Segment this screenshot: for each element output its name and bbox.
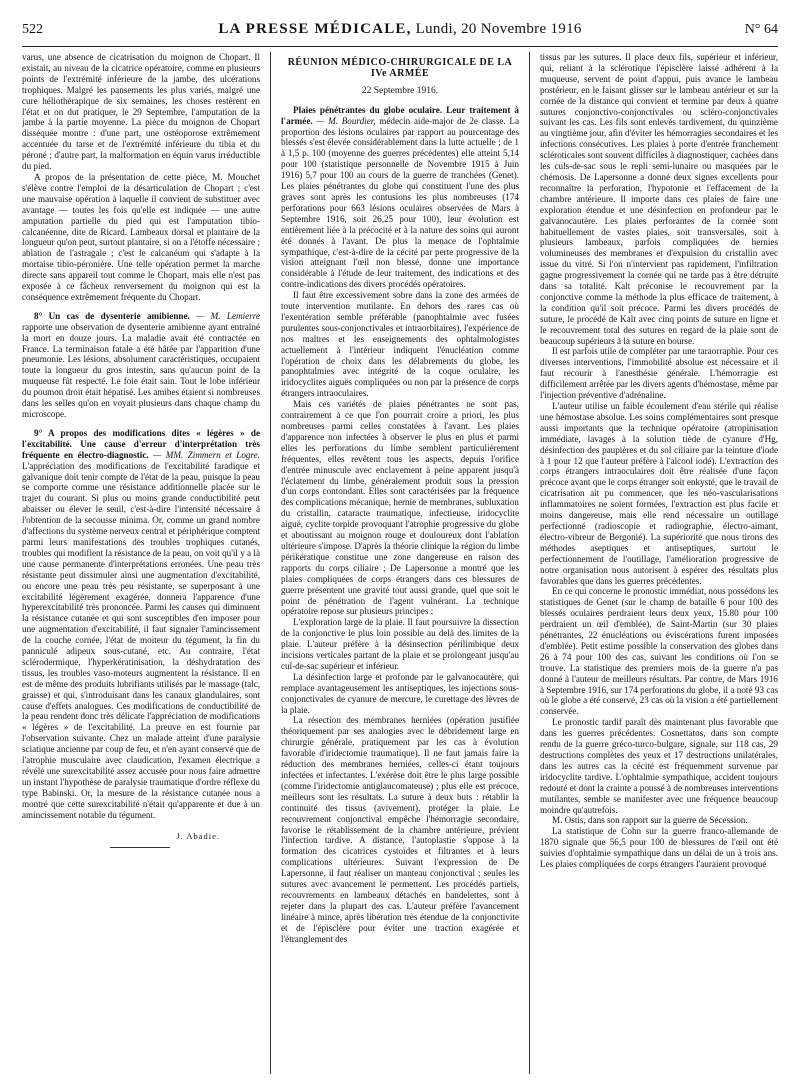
- article-text: L'appréciation des modifications de l'excitabilité faradique et galvanique doit tenir compte de l'état de la peau, puisque la peau se comporte comme une résistance additionnelle placée sur le trajet du courant. Si plus ou moins grande conductibilité peut abaisser ou élever le seuil, c'est-à-dire l'intensité nécessaire à l'obtention de la secousse minima. Or, comme un grand nombre d'affections du système nerveux central et périphérique comptent parmi leurs manifestations des troubles trophiques cutanés, troubles qui modifient la résistance de la peau, on voit qu'il y a là une cause permanente d'interprétations erronées. Une peau très résistante peut dissimuler ainsi une augmentation d'excitabilité, ou encore une peau très peu résistante, se superposant à une excitabilité légèrement exagérée, donnera l'apparence d'une hyperexcitabilité très prononcée. Parmi les causes qui diminuent la résistance cutanée et qui sont susceptibles d'en imposer pour une augmentation d'excitabilité, il faut signaler l'amincissement de la couche cornée, l'état de moiteur du tégument, la fin du panniculé adipeux sous-cutané, etc. Au contraire, l'état sclérodermique, l'hyperkératinisation, la déshydratation des tissus, les troubles vaso-moteurs augmentent la résistance. Il en est de même des produits lubrifiants utilisés par le massage (talc, graisse) et qui, s'introduisant dans les canaux glandulaires, sont cause d'effets analogues. Ces modifications de conductibilité de la peau rendent donc très délicate l'appréciation de modifications « légères » de l'excitabilité. La preuve en est fournie par l'observation suivante. Chez un malade atteint d'une paralysie sciatique ancienne par coup de feu, et n'en ayant conservé que de l'atrophie musculaire avec claudication, l'examen électrique a révélé une surexcitabilité assez accusée pour nous faire admettre un instant l'hypothèse de paralysie traumatique d'ordre réflexe du type Babinski. Or, la mesure de la résistance cutanée nous a montré que cette surexcitabilité n'était qu'apparente et due à un amincissement notable du tégument.: [22, 460, 260, 820]
- article-9: [22, 428, 260, 821]
- column-right: [540, 52, 778, 1074]
- paragraph: M. Ostis, dans son rapport sur la guerre de Sécession.: [552, 815, 748, 826]
- paragraph: L'exploration large de la plaie. Il faut poursuivre la dissection de la conjonctive le plus loin possible au delà des limites de la plaie. L'auteur préfère à la désinsection périlimbique deux incisions verticales partant de la plaie et se prolongeant jusqu'au cul-de-sac supérieur et inférieur.: [281, 617, 519, 671]
- section-heading: RÉUNION MÉDICO-CHIRURGICALE DE LA IVe ARMÉE: [287, 57, 513, 79]
- paragraph: tissus par les sutures. Il place deux fils, supérieur et inférieur, qui, reliant à la sclérotique l'épisclère laissé adhérent à la muqueuse, servent de point d'appui, puis avance le lambeau postérieur, en le faisant glisser sur le lambeau antérieur et sur la cornée de la distance qui convient et termine par deux à quatre sutures conjonctivo-conjonctivales ou scléro-conjonctivales suivant les cas. Les fils sont enlevés tardivement, du quinzième au vingtième jour, afin d'éviter les hémorragies secondaires et les infections consécutives. Les plaies à porte d'entrée franchement scléroticales sont souvent difficiles à diagnostiquer, cachées dans les culs-de-sac sous le repli semi-lunaire ou masquées par le chémosis. De Lapersonne a donné deux signes excellents pour reconnaître la perforation, l'hypotonie et l'effacement de la chambre antérieure. Il importe dans ces plaies de faire une exploration étendue et une désinfection en profondeur par le galvanocautère. Les plaies perforantes de la cornée sont habituellement de vastes plaies, soit transversales, soit à plusieurs lambeaux, parfois compliquées de hernies volumineuses des membranes et d'expulsion du cristallin avec issue du vitré. Si l'on n'intervient pas rapidement, l'infiltration gagne progressivement la cornée qui ne tarde pas à être détruite dans sa totalité. Kalt préconise le recouvrement par la conjonctive comme la méthode la plus efficace de traitement, à la condition qu'il soit précoce. Parmi les divers procédés de suture, le procédé de Kalt avec cinq points de suture en ligne et le recouvrement total des sutures en regard de la plaie sont de beaucoup supérieurs à la suture en bourse.: [540, 52, 778, 346]
- column-left: [22, 52, 260, 1074]
- journal-title: [22, 21, 778, 38]
- page-header: [22, 20, 778, 47]
- article-title: 9° A propos des modifications dites « légères » de l'excitabilité. Une cause d'erreur d'interprétation très fréquente en électro-diagnostic.: [22, 427, 260, 460]
- paragraph: Il est parfois utile de compléter par une taraorraphie. Pour ces diverses interventions, l'immobilité absolue est nécessaire et il faut recourir à l'anesthésie générale. L'hémorragie est difficilement arrêtée par les divers agents d'hémostase, même par l'injection préventive d'adrénaline.: [540, 346, 778, 401]
- section-rule: [110, 847, 170, 848]
- journal-name: LA PRESSE MÉDICALE,: [218, 21, 412, 37]
- paragraph: La désinfection large et profonde par le galvanocautère, qui remplace avantageusement les antiseptiques, les injections sous-conjonctivales de cyanure de mercure, le curettage des lèvres de la plaie.: [281, 671, 519, 715]
- signature: J. Abadie.: [176, 830, 220, 841]
- paragraph: varus, une absence de cicatrisation du moignon de Chopart. Il existait, au niveau de la cicatrice opératoire, comme en plusieurs points de l'extrémité inférieure de la jambe, des ulcérations trophiques. Malgré les pansements les plus variés, malgré une cure héliothérapique de six semaines, les choses restèrent en l'état et on dut pratiquer, le 29 Septembre, l'amputation de la jambe à la partie moyenne. La pièce du moignon de Chopart disséquée montre : d'une part, une ostéoporose extrêmement accentuée du tarse et de l'extrémité inférieure du tibia et du péroné ; d'autre part, la malformation en équin varus irréductible du pied.: [22, 52, 260, 172]
- paragraph: Il faut être excessivement sobre dans la zone des armées de toute intervention mutilante. En dehors des rares cas où l'exentération semble préférable (panophtalmie avec fusées purulentes sous-conjonctivales et intraorbitaires), l'expérience de nos maîtres et les enseignements des ophtalmologistes actuellement à l'intérieur indiquent l'énucléation comme l'opération de choix dans les délabrements du globe, les panophtalmies avec intégrité de la coque oculaire, les iridocyclites aiguës compliquées ou non par la présence de corps étrangers intraoculaires.: [281, 290, 519, 399]
- journal-date: Lundi, 20 Novembre 1916: [415, 21, 582, 37]
- paragraph: A propos de la présentation de cette pièce, M. Mouchet s'élève contre l'emploi de la désarticulation de Chopart ; c'est une mauvaise opération à laquelle il convient de substituer avec avantage — toutes les fois qu'elle est indiquée — une autre amputation partielle du pied qui est l'amputation tibio-calcanéenne, dite de Ricard. Lambeaux dorsal et plantaire de la longueur qu'on peut, surtout plantaire, si on a l'étoffe nécessaire ; ablation de l'astragale ; c'est le calcanéum qui s'adapte à la mortaise tibio-péronière. Une telle opération permet la marche directe sans appareil tout comme le Chopart, mais elle n'est pas exposée à ce fâcheux renversement du moignon qui est la conséquence extrêmement fréquente du Chopart.: [22, 171, 260, 302]
- article-author: — MM. Zimmern et Logre.: [153, 449, 260, 460]
- paragraph: Le pronostic tardif paraît dès maintenant plus favorable que dans les guerres précédentes. Cosnettatos, dans son compte rendu de la guerre gréco-turco-bulgare, signale, sur 118 cas, 29 destructions complètes des yeux et 17 destructions unilatérales, dans les autres cas la cécité est fréquemment survenue par iridocyclite tardive. L'ophtalmie sympathique, accident toujours redouté et dont la crainte a poussé à de nombreuses interventions mutilantes, semble se manifester avec une fréquence beaucoup moindre qu'autrefois.: [540, 717, 778, 815]
- column-divider: [529, 52, 530, 1074]
- paragraph: Mais ces variétés de plaies pénétrantes ne sont pas, contrairement à ce que l'on pourrait croire a priori, les plus nombreuses parmi celles constatées à l'avant. Les plaies d'apparence non infectées à observer le plus en plus et parmi elles les perforations du limbe semblent particulièrement fréquentes, elles revêtent tous les aspects, depuis l'orifice d'entrée minuscule avec enclavement à peine apparent jusqu'à l'éclatement du limbe, généralement produit sous la pression d'un corps contondant. Elles sont caractérisées par la fréquence des complications mécanique, hernie de membranes, subluxation du cristallin, cataracte traumatique, infectieuse, iridocyclite aiguë, cyclite torpide provoquant l'atrophie progressive du globe et aboutissant au moignon rouge et douloureux dont l'ablation ultérieure s'impose. D'après la théorie clinique la région du limbe périkératique constitue une zone dangereuse en raison des rapports du corps ciliaire ; De Lapersonne a montré que les plaies compliquées de corps étrangers dans ces blessures de guerre présentent une gravité tout aussi grande, quel que soit le point de pénétration de l'agent vulnérant. La technique opératoire repose sur plusieurs principes :: [281, 399, 519, 617]
- paragraph: L'auteur utilise un faible écoulement d'eau stérile qui réalise une hémostase absolue. Les soins complémentaires sont presque aussi importants que la technique opératoire (atropinisation immédiate, lavages à la solution tiède de cyanure d'Hg, désinfection des paupières et du sol ciliaire par la teinture d'iode à 1 pour 12 que l'auteur préfère à l'alcool iodé). L'extraction des corps étrangers intraoculaires doit être réalisée d'une façon précoce avant que le corps étranger soit enkysté, que le travail de cicatrisation ait pu commencer, que les néo-vascularisations inflammatoires ne soient formées, l'extraction est plus facile et moins dangereuse, mais elle rend nécessaire un outillage perfectionné (radioscopie et radiographie, électro-aimant, électro-vibreur de Bergonié). La supériorité que nous tirons des méthodes aseptiques et antiseptiques, surtout le perfectionnement de l'outillage, l'amélioration progressive de notre organisation nous autorisent à espérer des résultats plus favorables que dans les guerres précédentes.: [540, 401, 778, 586]
- page-number: 522: [22, 22, 43, 37]
- paragraph: La résection des membranes herniées (opération justifiée théoriquement par ses analogies avec le débridement large en chirurgie générale, pratiquement par les cas à évolution favorable d'iridectomie traumatique). Il ne faut jamais faire la réduction des membranes herniées, celles-ci étant toujours infectées et infectantes. L'exérèse doit être le plus large possible (comme l'iridectomie antiglaucomateuse) ; plus elle est précoce, meilleurs sont les résultats. La suture à deux buts : rétablir la continuité des tissus (avivement), protéger la plaie. Le recouvrement conjonctival empêche l'hémorragie secondaire, favorise le rétablissement de la chambre antérieure, prévient l'infection tardive. A distance, l'autoplastie s'oppose à la formation des cicatrices cystoïdes et filtrantes et à leurs complications ultérieures. Suivant l'expression de De Lapersonne, il faut réaliser un manteau conjonctival ; seules les sutures avec avancement le permettent. Les procédés partiels, recouvrements en lambeaux détachés en bandelettes, sont à rejeter dans la plupart des cas. L'auteur préfère l'avancement linéaire à mince, après libération très étendue de la conjonctivite et de l'épisclère pour éviter une traction exagérée et l'étranglement des: [281, 715, 519, 944]
- article-title: Plaies pénétrantes du globe oculaire. Leur traitement à l'armée.: [281, 104, 519, 126]
- issue-number: N° 64: [744, 22, 778, 37]
- article-text: rapporte une observation de dysenterie amibienne ayant entraîné la mort en douze jours. La maladie avait été contractée en France. La terminaison fatale a été hâtée par l'apparition d'une pneumonie. Les lésions, absolument caractéristiques, occupaient toute la longueur du gros intestin, sans qu'aucun point de la muqueuse fût respecté. Le foie était sain. Tout le lobe inférieur du poumon droit était hépatisé. Les amibes étaient si nombreuses dans les selles qu'on en voyait plusieurs dans chaque champ du microscope.: [22, 321, 260, 419]
- section-date: 22 Septembre 1916.: [361, 85, 439, 96]
- paragraph: La statistique de Cohn sur la guerre franco-allemande de 1870 signale que 56,5 pour 100 de blessures de l'œil ont été suivies d'ophtalmie sympathique dans un délai de un à trois ans. Les plaies compliquées de corps étrangers l'auraient provoqué: [540, 826, 778, 870]
- article-title: 8° Un cas de dysenterie amibienne.: [34, 310, 190, 321]
- paragraph: En ce qui concerne le pronostic immédiat, nous possédons les statistiques de Genet (sur le champ de bataille 6 pour 100 des blessés oculaires perdraient leurs deux yeux, 15.80 pour 100 perdraient un œil d'emblée), de Saint-Martin (sur 30 plaies pénétrantes, 22 énucléations ou éviscérations furent imposées d'emblée). Petit estime possible la conservation des globes dans 26 à 74 pour 100 des cas, suivant les conditions où l'on se trouve. La statistique des premiers mois de la guerre n'a pas donné à l'auteur de meilleurs résultats. Par contre, de Mars 1916 à Septembre 1916, sur 174 perforations du globe, il a noté 93 cas où le globe a été conservé, 23 cas où la vision a été partiellement conservée.: [540, 586, 778, 717]
- article-author: — M. Lemierre: [196, 310, 260, 321]
- article-8: [22, 311, 260, 420]
- column-middle: [281, 52, 519, 1074]
- column-divider: [270, 52, 271, 1074]
- article-1: [281, 105, 519, 290]
- article-text: médecin aide-major de 2e classe. La proportion des lésions oculaires par rapport au pourcentage des blessés s'est élevée considérablement dans la lutte actuelle ; de 1 à 1,5 p. 100 (moyenne des guerres précédentes) elle atteint 5,14 pour 100 (statistique personnelle de Novembre 1915 à Juin 1916) 5,7 pour 100 au cours de la guerre de tranchées (Genet). Les plaies pénétrantes du globe qui constituent l'une des plus graves sont après les contusions les plus nombreuses (174 perforations pour 663 lésions oculaires observées de Mars à Septembre 1916, soit 26,25 pour 100), leur évolution est entièrement liée à la précocité et à la nature des soins qui auront été donnés à l'avant. De plus la menace de l'ophtalmie sympathique, c'est-à-dire de la cécité par perte progressive de la vision atteignant l'œil non blessé, donne une importance considérable à l'étude de leur traitement, des indications et des contre-indications des divers procédés opératoires.: [281, 115, 519, 290]
- article-author: — M. Bourdier,: [316, 115, 376, 126]
